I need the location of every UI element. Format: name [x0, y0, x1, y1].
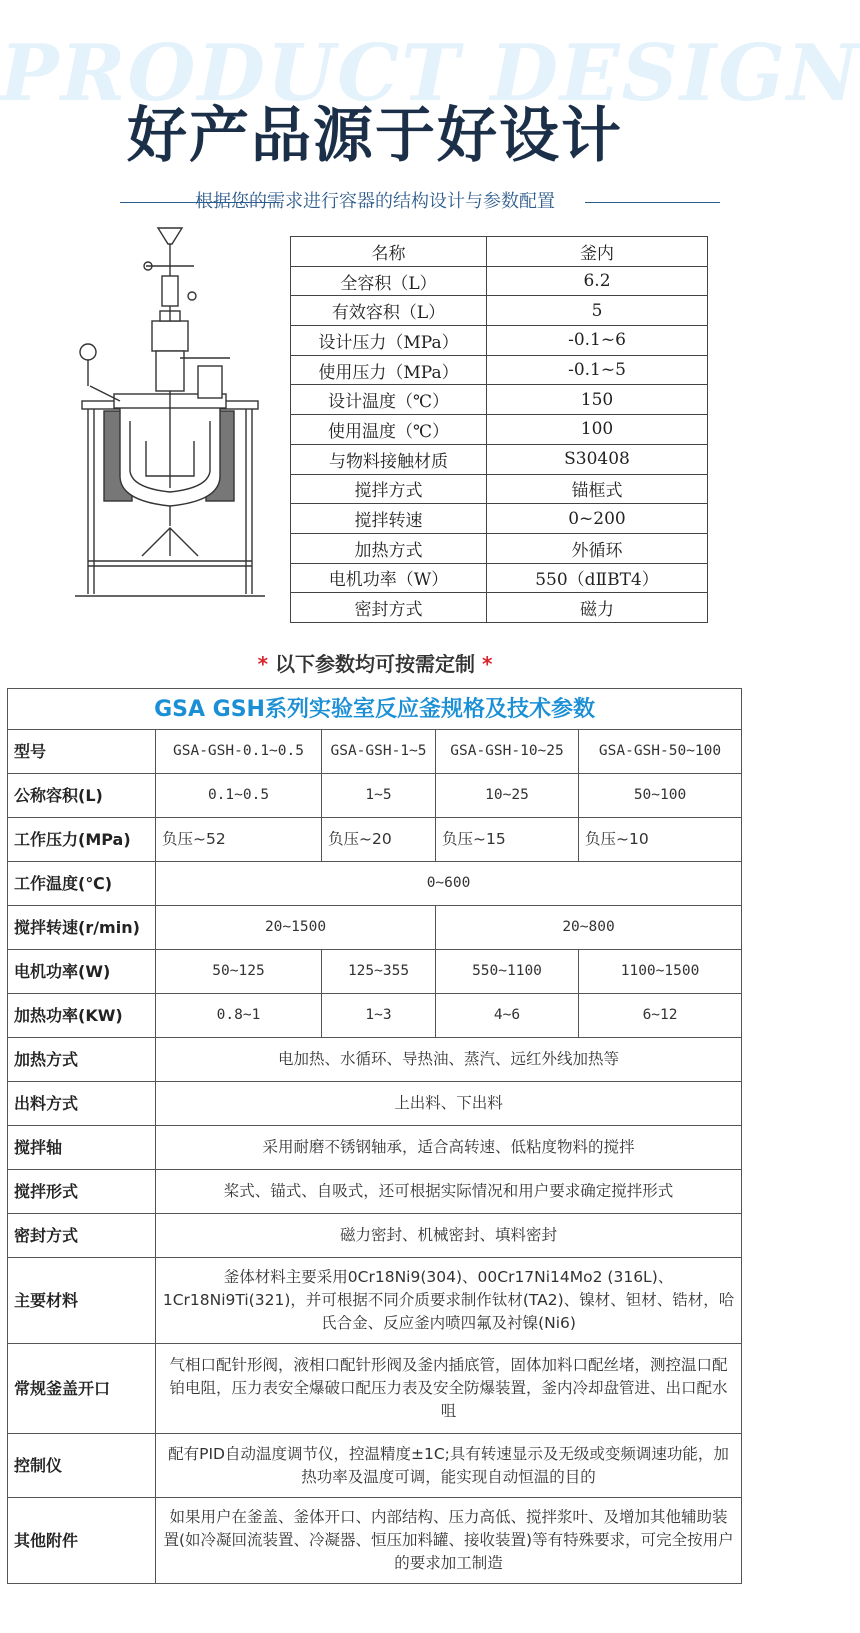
- param-table: [7, 688, 742, 1584]
- spec-label: 名称: [291, 237, 487, 267]
- motor-cell: 1100~1500: [579, 950, 742, 994]
- model-cell: GSA-GSH-0.1~0.5: [156, 730, 322, 774]
- row-stir-form: [8, 1170, 742, 1214]
- label-shaft: 搅拌轴: [8, 1126, 156, 1170]
- motor-cell: 50~125: [156, 950, 322, 994]
- label-accessories: 其他附件: [8, 1498, 156, 1584]
- capacity-cell: 1~5: [322, 774, 436, 818]
- spec-value: 100: [487, 415, 708, 445]
- pressure-cell: 负压~10: [579, 818, 742, 862]
- custom-note: [0, 648, 750, 677]
- motor-cell: 550~1100: [436, 950, 579, 994]
- model-cell: GSA-GSH-1~5: [322, 730, 436, 774]
- spec-label: 密封方式: [291, 593, 487, 623]
- accessories-cell: 如果用户在釜盖、釜体开口、内部结构、压力高低、搅拌浆叶、及增加其他辅助装置(如冷凝回流装置、冷凝器、恒压加料罐、接收装置)等有特殊要求，可完全按用户的要求加工制造: [156, 1498, 742, 1584]
- capacity-cell: 10~25: [436, 774, 579, 818]
- openings-cell: 气相口配针形阀，液相口配针形阀及釜内插底管，固体加料口配丝堵，测控温口配铂电阻，压力表安全爆破口配压力表及安全防爆装置，釜内冷却盘管进、出口配水咀: [156, 1344, 742, 1434]
- spec-row: [291, 533, 708, 563]
- note-text: 以下参数均可按需定制: [275, 652, 475, 676]
- spec-value: S30408: [487, 444, 708, 474]
- star-left: *: [257, 652, 269, 676]
- label-heat-method: 加热方式: [8, 1038, 156, 1082]
- label-stir-form: 搅拌形式: [8, 1170, 156, 1214]
- spec-value: 0~200: [487, 504, 708, 534]
- label-openings: 常规釜盖开口: [8, 1344, 156, 1434]
- stir-form-cell: 桨式、锚式、自吸式，还可根据实际情况和用户要求确定搅拌形式: [156, 1170, 742, 1214]
- capacity-cell: 0.1~0.5: [156, 774, 322, 818]
- spec-label: 搅拌方式: [291, 474, 487, 504]
- row-temperature: [8, 862, 742, 906]
- spec-row: [291, 444, 708, 474]
- reactor-diagram: [70, 226, 270, 616]
- spec-row: [291, 237, 708, 267]
- row-openings: [8, 1344, 742, 1434]
- spec-table: [290, 236, 708, 623]
- spec-label: 有效容积（L）: [291, 296, 487, 326]
- spec-value: 磁力: [487, 593, 708, 623]
- label-discharge: 出料方式: [8, 1082, 156, 1126]
- spec-value: 釜内: [487, 237, 708, 267]
- label-temperature: 工作温度(℃): [8, 862, 156, 906]
- speed-cell: 20~800: [436, 906, 742, 950]
- spec-row: [291, 415, 708, 445]
- spec-value: -0.1~5: [487, 355, 708, 385]
- spec-label: 使用温度（℃）: [291, 415, 487, 445]
- pressure-cell: 负压~52: [156, 818, 322, 862]
- label-motor: 电机功率(W): [8, 950, 156, 994]
- spec-label: 设计温度（℃）: [291, 385, 487, 415]
- spec-row: [291, 593, 708, 623]
- spec-row: [291, 504, 708, 534]
- model-cell: GSA-GSH-50~100: [579, 730, 742, 774]
- label-seal: 密封方式: [8, 1214, 156, 1258]
- row-speed: [8, 906, 742, 950]
- model-cell: GSA-GSH-10~25: [436, 730, 579, 774]
- heat-power-cell: 0.8~1: [156, 994, 322, 1038]
- spec-value: 锚框式: [487, 474, 708, 504]
- subtitle-row: [0, 188, 750, 218]
- capacity-cell: 50~100: [579, 774, 742, 818]
- spec-label: 全容积（L）: [291, 266, 487, 296]
- material-cell: 釜体材料主要采用0Cr18Ni9(304)、00Cr17Ni14Mo2 (316L)、1Cr18Ni9Ti(321)，并可根据不同介质要求制作钛材(TA2)、镍材、钽材、锆材，哈氏合金、反应釜内喷四氟及衬镍(Ni6): [156, 1258, 742, 1344]
- row-model: [8, 730, 742, 774]
- spec-row: [291, 326, 708, 356]
- spec-value: 550（dⅡBT4）: [487, 563, 708, 593]
- row-shaft: [8, 1126, 742, 1170]
- motor-cell: 125~355: [322, 950, 436, 994]
- row-seal: [8, 1214, 742, 1258]
- spec-row: [291, 266, 708, 296]
- spec-value: 150: [487, 385, 708, 415]
- heat-method-cell: 电加热、水循环、导热油、蒸汽、远红外线加热等: [156, 1038, 742, 1082]
- watermark-text: PRODUCT DESIGN: [0, 28, 860, 119]
- heat-power-cell: 4~6: [436, 994, 579, 1038]
- label-heat-power: 加热功率(KW): [8, 994, 156, 1038]
- param-table-title: GSA GSH系列实验室反应釜规格及技术参数: [8, 689, 742, 730]
- spec-value: 外循环: [487, 533, 708, 563]
- row-heat-method: [8, 1038, 742, 1082]
- label-model: 型号: [8, 730, 156, 774]
- row-controller: [8, 1434, 742, 1498]
- discharge-cell: 上出料、下出料: [156, 1082, 742, 1126]
- spec-label: 与物料接触材质: [291, 444, 487, 474]
- spec-row: [291, 296, 708, 326]
- label-speed: 搅拌转速(r/min): [8, 906, 156, 950]
- label-pressure: 工作压力(MPa): [8, 818, 156, 862]
- spec-label: 使用压力（MPa）: [291, 355, 487, 385]
- label-material: 主要材料: [8, 1258, 156, 1344]
- controller-cell: 配有PID自动温度调节仪，控温精度±1C;具有转速显示及无级或变频调速功能，加热功率及温度可调，能实现自动恒温的目的: [156, 1434, 742, 1498]
- temperature-cell: 0~600: [156, 862, 742, 906]
- label-controller: 控制仪: [8, 1434, 156, 1498]
- row-motor: [8, 950, 742, 994]
- label-capacity: 公称容积(L): [8, 774, 156, 818]
- row-discharge: [8, 1082, 742, 1126]
- spec-value: 5: [487, 296, 708, 326]
- row-material: [8, 1258, 742, 1344]
- star-right: *: [481, 652, 493, 676]
- spec-row: [291, 385, 708, 415]
- row-capacity: [8, 774, 742, 818]
- row-heat-power: [8, 994, 742, 1038]
- param-table-header: [8, 689, 742, 730]
- spec-value: -0.1~6: [487, 326, 708, 356]
- row-pressure: [8, 818, 742, 862]
- pressure-cell: 负压~15: [436, 818, 579, 862]
- spec-label: 设计压力（MPa）: [291, 326, 487, 356]
- spec-label: 加热方式: [291, 533, 487, 563]
- page-title: 好产品源于好设计: [127, 101, 623, 171]
- spec-value: 6.2: [487, 266, 708, 296]
- heat-power-cell: 1~3: [322, 994, 436, 1038]
- pressure-cell: 负压~20: [322, 818, 436, 862]
- seal-cell: 磁力密封、机械密封、填料密封: [156, 1214, 742, 1258]
- spec-row: [291, 355, 708, 385]
- spec-label: 搅拌转速: [291, 504, 487, 534]
- shaft-cell: 采用耐磨不锈钢轴承，适合高转速、低粘度物料的搅拌: [156, 1126, 742, 1170]
- heat-power-cell: 6~12: [579, 994, 742, 1038]
- speed-cell: 20~1500: [156, 906, 436, 950]
- subtitle-text: 根据您的需求进行容器的结构设计与参数配置: [195, 191, 555, 212]
- row-accessories: [8, 1498, 742, 1584]
- spec-row: [291, 474, 708, 504]
- spec-row: [291, 563, 708, 593]
- spec-label: 电机功率（W）: [291, 563, 487, 593]
